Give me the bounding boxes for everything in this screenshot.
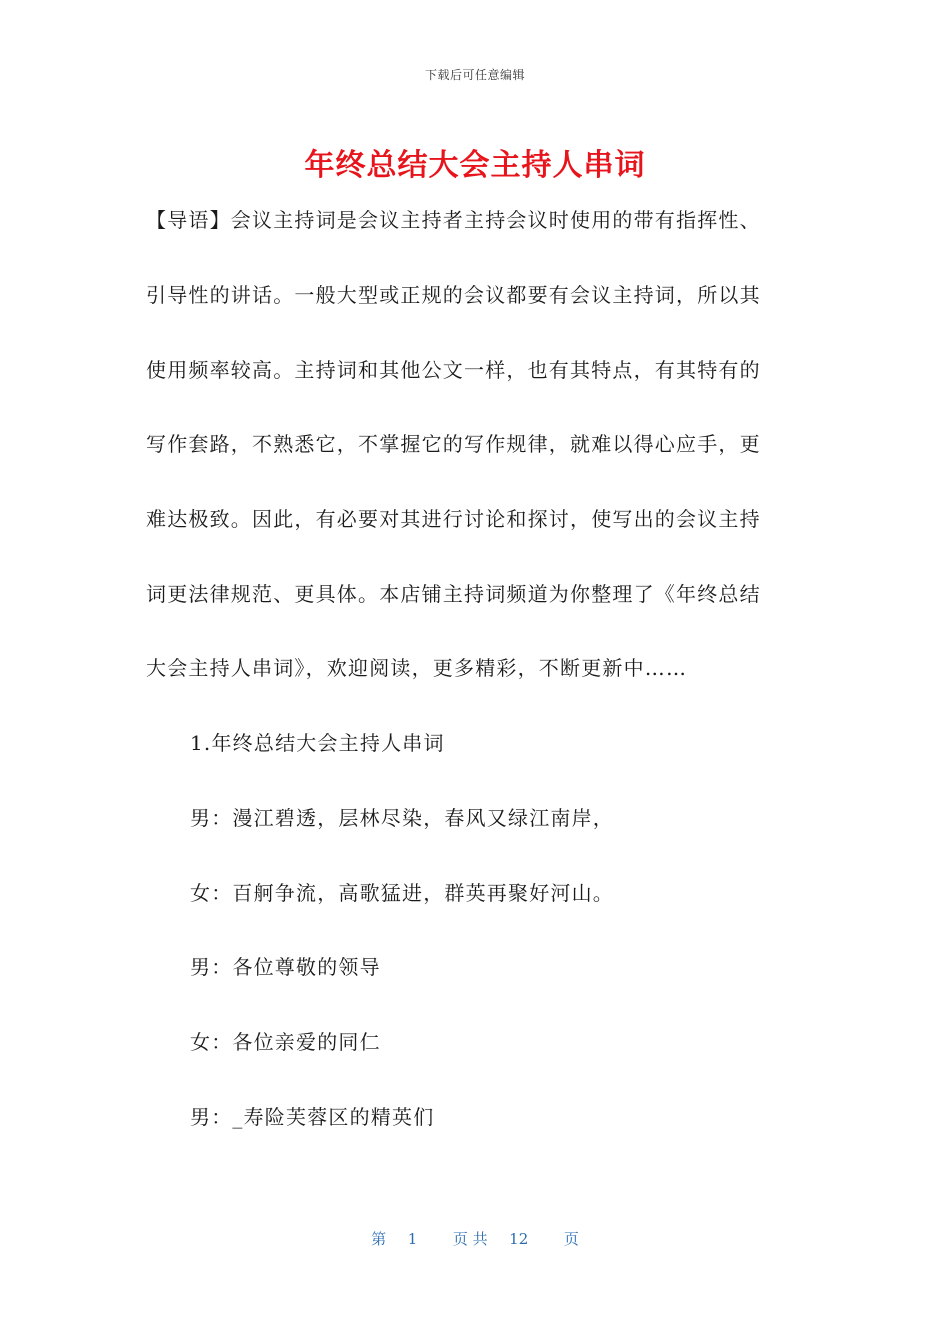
page-prefix: 第 <box>371 1230 387 1248</box>
intro-line: 【导语】会议主持词是会议主持者主持会议时使用的带有指挥性、 <box>146 208 761 232</box>
page-mid: 页 共 <box>452 1230 488 1248</box>
intro-line: 大会主持人串词》，欢迎阅读，更多精彩，不断更新中…… <box>146 656 688 680</box>
page-suffix: 页 <box>563 1230 579 1248</box>
intro-line: 写作套路，不熟悉它，不掌握它的写作规律，就难以得心应手，更 <box>146 432 761 456</box>
dialogue-line: 男：各位尊敬的领导 <box>190 955 381 979</box>
document-title: 年终总结大会主持人串词 <box>304 148 646 183</box>
dialogue-line: 女：各位亲爱的同仁 <box>190 1030 381 1054</box>
section-heading: 1.年终总结大会主持人串词 <box>190 731 445 755</box>
intro-line: 词更法律规范、更具体。本店铺主持词频道为你整理了《年终总结 <box>146 582 761 606</box>
dialogue-line: 男：_寿险芙蓉区的精英们 <box>190 1105 435 1129</box>
page-current: 1 <box>407 1230 418 1248</box>
intro-line: 使用频率较高。主持词和其他公文一样，也有其特点，有其特有的 <box>146 358 761 382</box>
dialogue-line: 男：漫江碧透，层林尽染，春风又绿江南岸， <box>190 806 614 830</box>
page-footer <box>0 1228 950 1249</box>
dialogue-line: 女：百舸争流，高歌猛进，群英再聚好河山。 <box>190 881 614 905</box>
page-total: 12 <box>509 1230 529 1248</box>
header-note: 下载后可任意编辑 <box>424 68 525 82</box>
intro-line: 难达极致。因此，有必要对其进行讨论和探讨，使写出的会议主持 <box>146 507 761 531</box>
intro-line: 引导性的讲话。一般大型或正规的会议都要有会议主持词，所以其 <box>146 283 761 307</box>
